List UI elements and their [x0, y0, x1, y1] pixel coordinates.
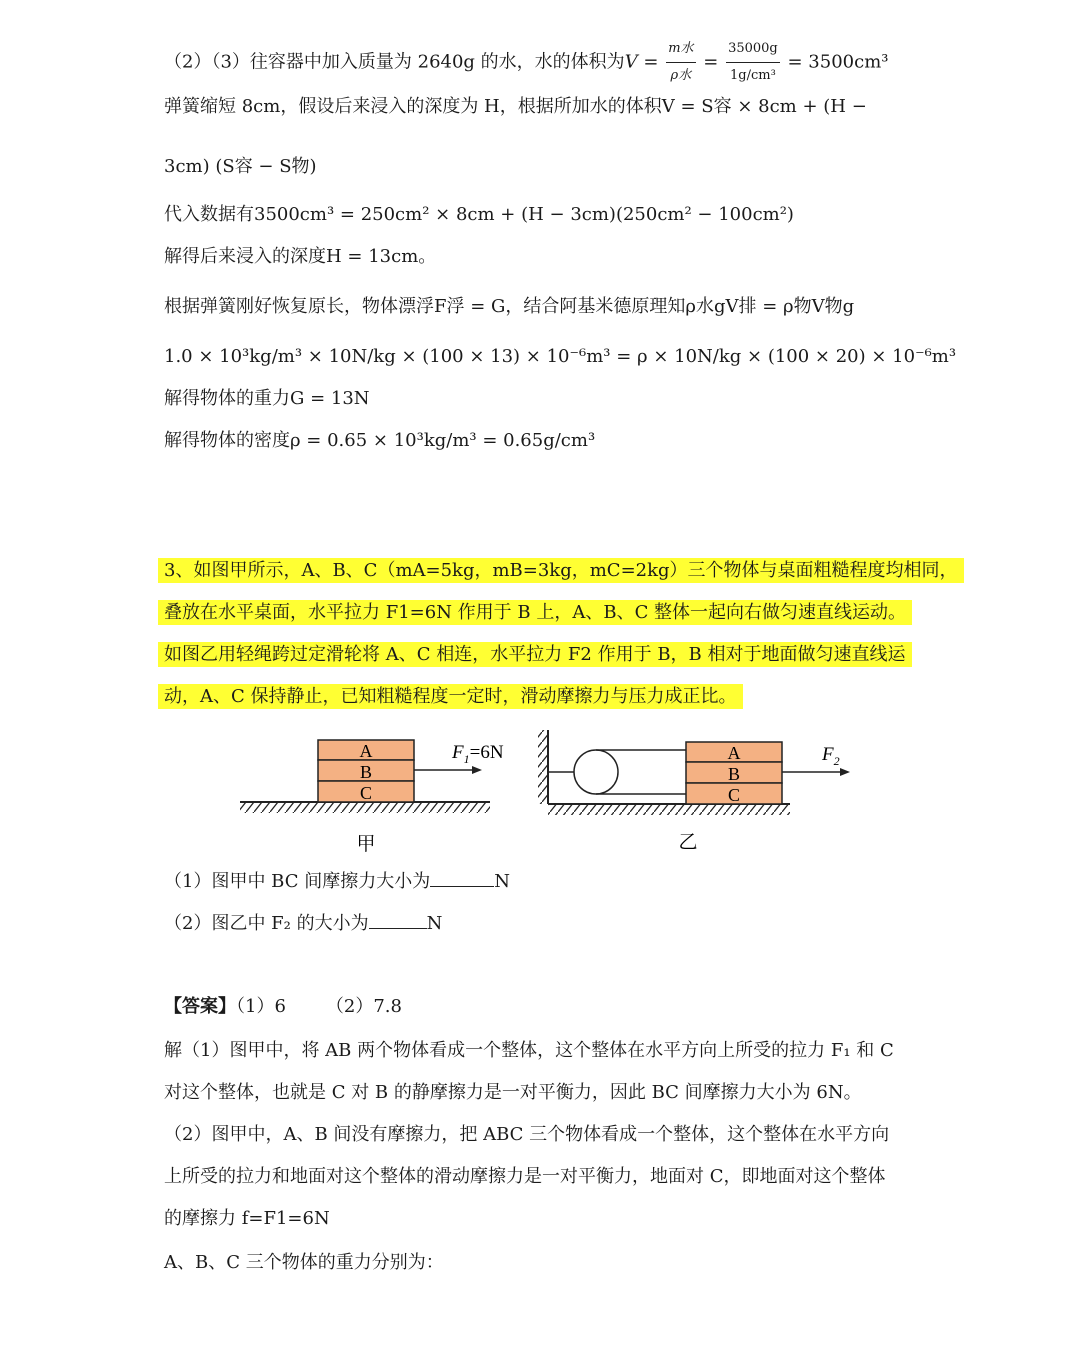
- sub-question-2: （2）图乙中 F₂ 的大小为 N: [164, 910, 442, 937]
- question3-line-2: 叠放在水平桌面，水平拉力 F1=6N 作用于 B 上，A、B、C 整体一起向右做匀速直线运动。: [164, 600, 912, 626]
- caption-jia: 甲: [356, 834, 376, 855]
- force1-arrowhead: [472, 766, 482, 774]
- block-a-label: A: [359, 741, 373, 761]
- question3-line-4: 动，A、C 保持静止，已知粗糙程度一定时，滑动摩擦力与压力成正比。: [164, 684, 743, 710]
- physics-figure: [230, 722, 870, 862]
- solution-line-6: 根据弹簧刚好恢复原长，物体漂浮F浮 = G，结合阿基米德原理知ρ水gV排 = ρ物V物g: [164, 296, 855, 317]
- solution-line-9: 解得物体的密度ρ = 0.65 × 10³kg/m³ = 0.65g/cm³: [164, 430, 596, 451]
- force2-label: $F_2$: [822, 744, 840, 768]
- figure-right-yi: [538, 730, 850, 853]
- fraction-numeric: $\frac{35000g}{\text{1g/cm³}}$: [726, 36, 780, 89]
- question3-line-1: 3、如图甲所示，A、B、C（mA=5kg，mB=3kg，mC=2kg）三个物体与桌面粗糙程度均相同，: [164, 558, 964, 584]
- answer-label: 【答案】: [164, 996, 236, 1017]
- solution-line-2: 弹簧缩短 8cm，假设后来浸入的深度为 H，根据所加水的体积V = S容 × 8cm + (H −: [164, 96, 867, 117]
- ground-hatch-right: [548, 805, 790, 815]
- pulley: [574, 750, 618, 794]
- explanation-line-6: A、B、C 三个物体的重力分别为：: [164, 1252, 444, 1273]
- explanation-line-2: 对这个整体，也就是 C 对 B 的静摩擦力是一对平衡力，因此 BC 间摩擦力大小为 6N。: [164, 1082, 862, 1103]
- block-b-right-label: B: [727, 764, 741, 784]
- force2-arrowhead: [840, 768, 850, 776]
- answer-line: [164, 994, 402, 1020]
- block-c-right-label: C: [727, 785, 741, 805]
- explanation-line-3: （2）图甲中，A、B 间没有摩擦力，把 ABC 三个物体看成一个整体，这个整体在水平方向: [164, 1124, 890, 1145]
- answer-blank-2: [369, 910, 427, 929]
- answer-1: （1）6: [236, 996, 286, 1017]
- block-b-label: B: [359, 762, 373, 782]
- wall-hatch: [538, 730, 548, 804]
- sub-question-1: （1）图甲中 BC 间摩擦力大小为 N: [164, 868, 510, 895]
- block-c-label: C: [359, 783, 373, 803]
- solution-line-1: （2）（3）往容器中加入质量为 2640g 的水，水的体积为V = $\frac{\text{m水}}{\text{ρ水}}$ = $\frac{35000g}{\text{1g/cm³}}$ = 3500cm³: [164, 36, 888, 89]
- answer-blank-1: [430, 868, 494, 887]
- force1-label: $F_1=6N$: [452, 742, 504, 766]
- solution-line-3: 3cm) (S容 − S物): [164, 156, 317, 177]
- ground-hatch: [240, 803, 490, 813]
- caption-yi: 乙: [678, 832, 698, 853]
- solution-line-8: 解得物体的重力G = 13N: [164, 388, 370, 409]
- solution-line-7: 1.0 × 10³kg/m³ × 10N/kg × (100 × 13) × 10⁻⁶m³ = ρ × 10N/kg × (100 × 20) × 10⁻⁶m³: [164, 346, 957, 367]
- explanation-line-5: 的摩擦力 f=F1=6N: [164, 1208, 330, 1229]
- volume-result: = 3500cm³: [787, 51, 889, 73]
- figure-left-jia: [240, 740, 504, 855]
- answer-2: （2）7.8: [325, 996, 402, 1017]
- solution-line-4: 代入数据有3500cm³ = 250cm² × 8cm + (H − 3cm)(250cm² − 100cm²): [164, 204, 794, 225]
- solution-line-5: 解得后来浸入的深度H = 13cm。: [164, 246, 437, 267]
- explanation-line-1: 解（1）图甲中，将 AB 两个物体看成一个整体，这个整体在水平方向上所受的拉力 F₁ 和 C: [164, 1040, 894, 1061]
- question3-line-3: 如图乙用轻绳跨过定滑轮将 A、C 相连，水平拉力 F2 作用于 B，B 相对于地面做匀速直线运: [164, 642, 912, 668]
- explanation-line-4: 上所受的拉力和地面对这个整体的滑动摩擦力是一对平衡力，地面对 C，即地面对这个整体: [164, 1166, 886, 1187]
- solution-text: （2）（3）往容器中加入质量为 2640g 的水，水的体积为: [164, 51, 625, 73]
- block-a-right-label: A: [727, 743, 741, 763]
- fraction-mass-over-density: $\frac{\text{m水}}{\text{ρ水}}$: [666, 36, 695, 89]
